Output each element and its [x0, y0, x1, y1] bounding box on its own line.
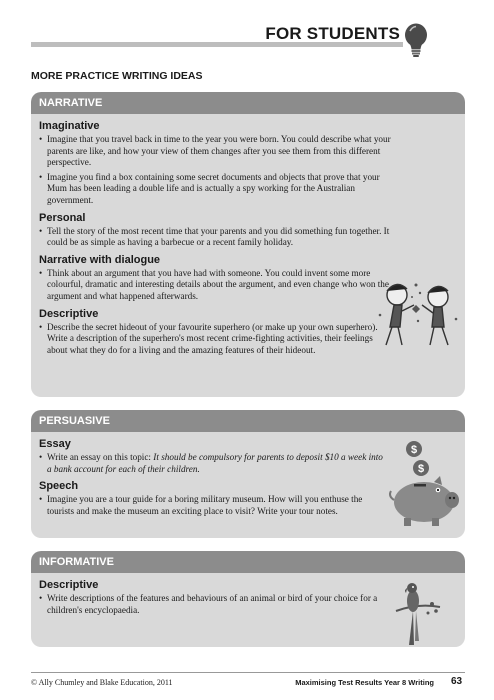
arguing-people-illustration [372, 275, 464, 353]
narrative-title: NARRATIVE [31, 92, 465, 114]
header-title: FOR STUDENTS [265, 24, 400, 43]
essay-item-1: • Write an essay on this topic: It should be compulsory for parents to deposit $10 a week into a bank account for each of their children. [39, 452, 387, 475]
coin-dollar-sign: $ [410, 444, 418, 456]
footer-copyright: © Ally Chumley and Blake Education, 2011 [31, 678, 173, 687]
page-heading: MORE PRACTICE WRITING IDEAS [31, 70, 203, 82]
speech-item-1: • Imagine you are a tour guide for a boring military museum. How will you enthuse the tourists and make the museum an exciting place to visit? Write your tour notes. [39, 494, 387, 517]
essay-topic: It should be compulsory for parents to deposit $10 a week into a bank account for each of their children. [47, 452, 383, 474]
informative-title: INFORMATIVE [31, 551, 465, 573]
footer-rule [31, 672, 465, 673]
piggy-bank-illustration [384, 438, 462, 530]
speech-heading: Speech [39, 480, 79, 493]
page-number: 63 [451, 676, 463, 687]
personal-item-1: • Tell the story of the most recent time that your parents and you did something fun together. It could be as simple as having a barbecue or a recent family holiday. [39, 226, 407, 249]
essay-heading: Essay [39, 438, 71, 450]
lightbulb-icon [403, 22, 429, 58]
coin-dollar-sign: $ [417, 463, 425, 475]
informative-descriptive-item-1: • Write descriptions of the features and behaviours of an animal or bird of your choice for a children's encyclopaedia. [39, 593, 387, 616]
imaginative-item-1: • Imagine that you travel back in time to the year you were born. You could describe what your parents are like, and how your view of them changes after you see them from this different perspective. [39, 134, 397, 169]
informative-descriptive-heading: Descriptive [39, 579, 99, 591]
footer-book-title: Maximising Test Results Year 8 Writing [295, 678, 434, 687]
personal-heading: Personal [39, 211, 86, 224]
dialogue-heading: Narrative with dialogue [39, 253, 161, 266]
dialogue-item-1: • Think about an argument that you have had with someone. You could invent some more colourful, dramatic and interesting details about the argument, and even change who won the argument and what happened afterwards. [39, 268, 392, 303]
imaginative-heading: Imaginative [39, 120, 100, 132]
descriptive-heading: Descriptive [39, 307, 99, 320]
parrot-illustration [392, 577, 444, 649]
persuasive-title: PERSUASIVE [31, 410, 465, 432]
descriptive-item-1: • Describe the secret hideout of your favourite superhero (or make up your own superhero). Write a description of the superhero's most recent crime-fighting activities, their feelings about what they do for a living and the amazing features of their hideout. [39, 322, 392, 357]
imaginative-item-2: • Imagine you find a box containing some secret documents and objects that prove that your Mum has been leading a double life and is actually a spy working for the Australian government. [39, 172, 397, 207]
